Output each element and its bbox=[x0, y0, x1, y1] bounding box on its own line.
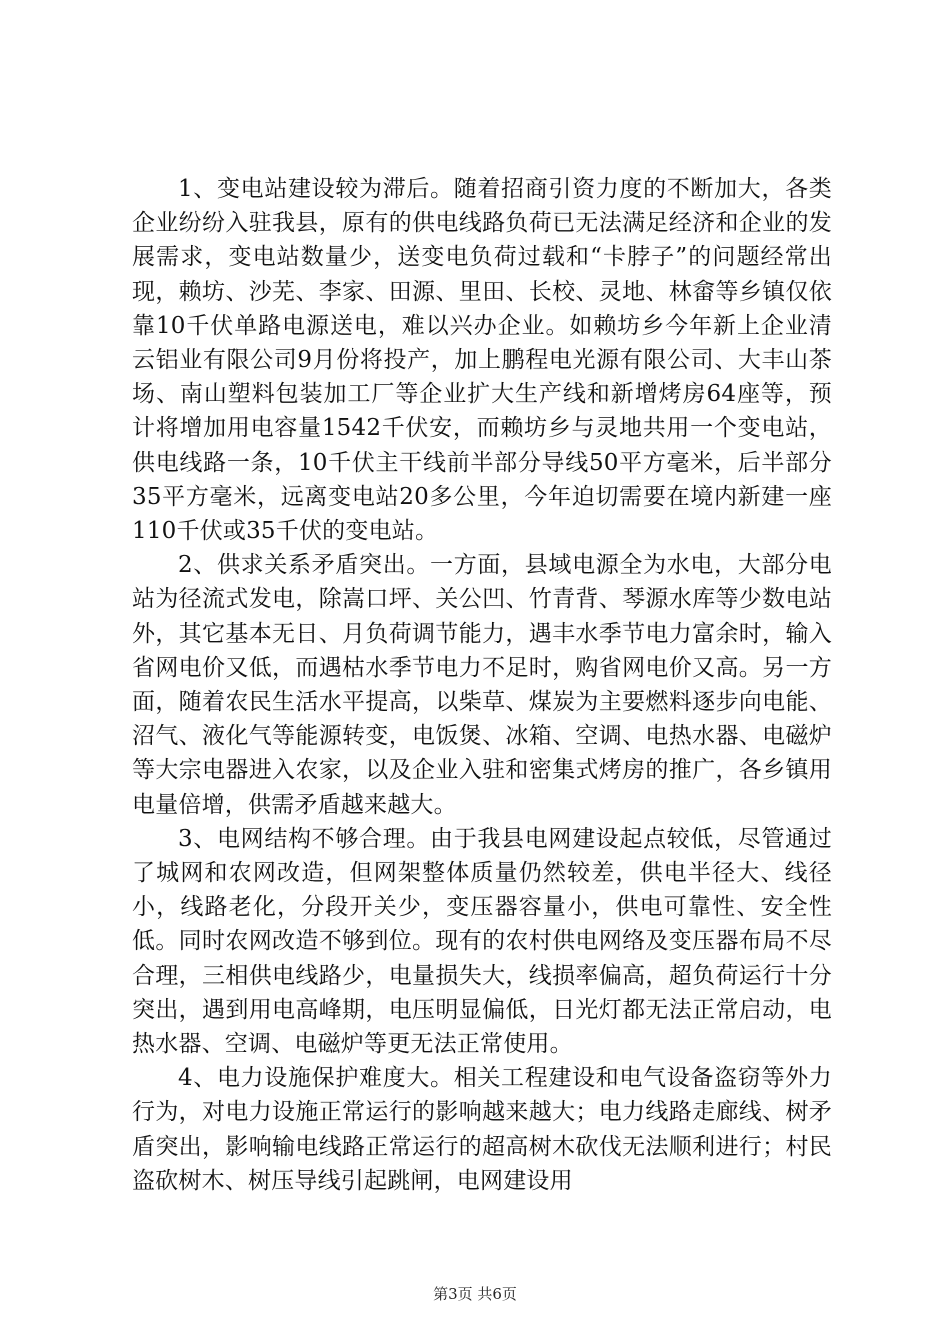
paragraph-grid-structure: 3、电网结构不够合理。由于我县电网建设起点较低，尽管通过了城网和农网改造，但网架整体质量仍然较差，供电半径大、线径小，线路老化，分段开关少，变压器容量小，供电可靠性、安全性低。同时农网改造不够到位。现有的农村供电网络及变压器布局不尽合理，三相供电线路少，电量损失大，线损率偏高，超负荷运行十分突出，遇到用电高峰期，电压明显偏低，日光灯都无法正常启动，电热水器、空调、电磁炉等更无法正常使用。 bbox=[132, 825, 832, 1058]
document-body bbox=[132, 172, 832, 1198]
page-footer: 第3页 共6页 bbox=[433, 1285, 517, 1303]
paragraph-substation-construction: 1、变电站建设较为滞后。随着招商引资力度的不断加大，各类企业纷纷入驻我县，原有的供电线路负荷已无法满足经济和企业的发展需求，变电站数量少，送变电负荷过载和“卡脖子”的问题经常出现，赖坊、沙芜、李家、田源、里田、长校、灵地、林畲等乡镇仅依靠10千伏单路电源送电，难以兴办企业。如赖坊乡今年新上企业清云铝业有限公司9月份将投产，加上鹏程电光源有限公司、大丰山茶场、南山塑料包装加工厂等企业扩大生产线和新增烤房64座等，预计将增加用电容量1542千伏安，而赖坊乡与灵地共用一个变电站，供电线路一条，10千伏主干线前半部分导线50平方毫米，后半部分35平方毫米，远离变电站20多公里，今年迫切需要在境内新建一座110千伏或35千伏的变电站。 bbox=[132, 176, 832, 545]
paragraph-facility-protection: 4、电力设施保护难度大。相关工程建设和电气设备盗窃等外力行为，对电力设施正常运行的影响越来越大；电力线路走廊线、树矛盾突出，影响输电线路正常运行的超高树木砍伐无法顺利进行；村民盗砍树木、树压导线引起跳闸，电网建设用 bbox=[132, 1065, 832, 1194]
paragraph-supply-demand: 2、供求关系矛盾突出。一方面，县域电源全为水电，大部分电站为径流式发电，除嵩口坪、关公凹、竹青背、琴源水库等少数电站外，其它基本无日、月负荷调节能力，遇丰水季节电力富余时，输入省网电价又低，而遇枯水季节电力不足时，购省网电价又高。另一方面，随着农民生活水平提高，以柴草、煤炭为主要燃料逐步向电能、沼气、液化气等能源转变，电饭煲、冰箱、空调、电热水器、电磁炉等大宗电器进入农家，以及企业入驻和密集式烤房的推广，各乡镇用电量倍增，供需矛盾越来越大。 bbox=[132, 552, 832, 818]
